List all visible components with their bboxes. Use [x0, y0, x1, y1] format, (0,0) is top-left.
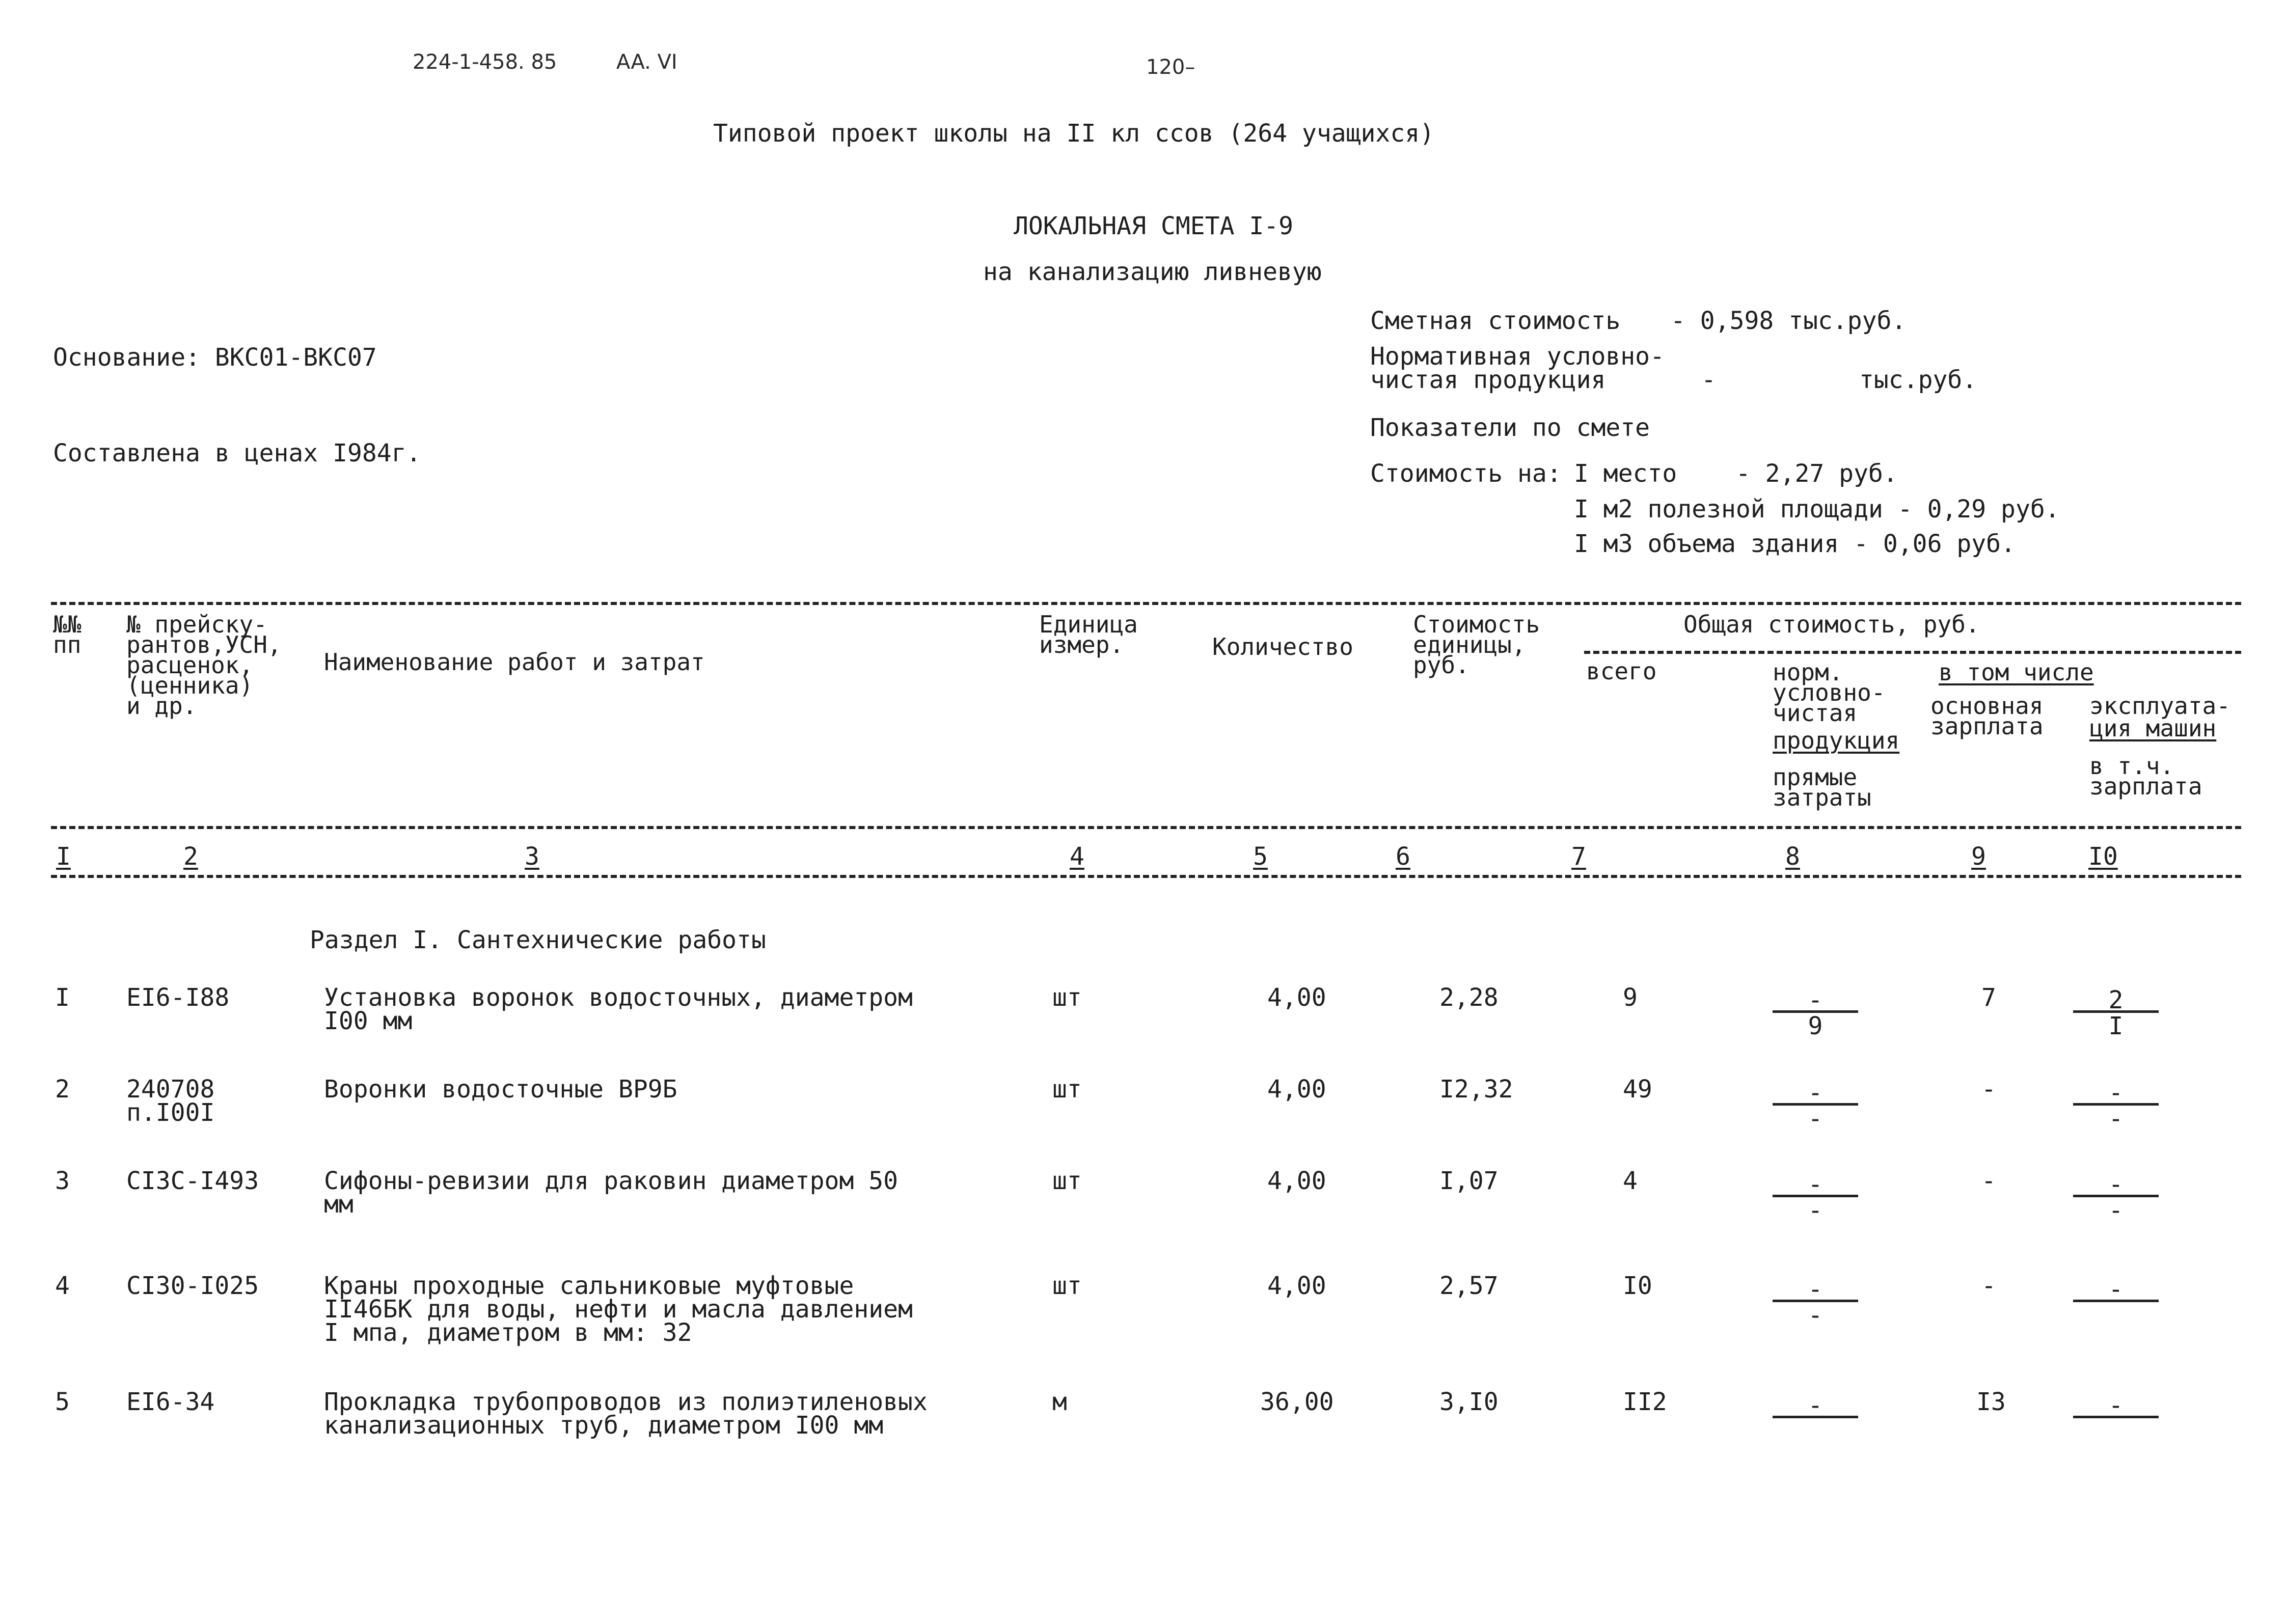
- table-row-number: I: [55, 983, 70, 1012]
- header-work-name: Наименование работ и затрат: [324, 648, 705, 676]
- table-row-norm-product: -: [1770, 1395, 1861, 1443]
- table-row-name: Воронки водосточные ВР9Б: [324, 1075, 677, 1104]
- section-title: Раздел I. Сантехнические работы: [310, 926, 766, 954]
- handwritten-project-code: 224-1-458. 85: [413, 50, 557, 74]
- cost-per-label: Стоимость на:: [1370, 459, 1562, 488]
- table-row-quantity: 4,00: [1267, 1167, 1326, 1195]
- table-row-norm-product: - -: [1770, 1174, 1861, 1222]
- table-row-quantity: 36,00: [1260, 1388, 1334, 1416]
- header-quantity: Количество: [1212, 633, 1353, 660]
- table-row-base-salary: -: [1981, 1075, 1996, 1104]
- table-row-code: СI3С-I493: [126, 1167, 259, 1195]
- column-number-2: 2: [183, 842, 198, 871]
- header-price-list: № прейску- рантов,УСН, расценок, (ценника) и др.: [126, 611, 282, 720]
- table-row-base-salary: 7: [1981, 983, 1996, 1012]
- table-row-machine-operation: -: [2070, 1279, 2162, 1327]
- norm-product-line2: чистая продукция: [1370, 366, 1606, 394]
- header-unit-cost: Стоимость единицы, руб.: [1413, 611, 1540, 679]
- table-row-number: 3: [55, 1167, 70, 1195]
- prices-line: Составлена в ценах I984г.: [53, 439, 421, 467]
- table-row-unit-cost: I,07: [1439, 1167, 1499, 1195]
- table-row-unit: м: [1052, 1388, 1067, 1416]
- estimated-cost-value: - 0,598 тыс.руб.: [1671, 307, 1907, 335]
- table-row-name: Установка воронок водосточных, диаметром I00 мм: [324, 983, 913, 1035]
- norm-product-dash: -: [1701, 366, 1716, 394]
- table-row-norm-product: - 9: [1770, 990, 1861, 1037]
- column-number-5: 5: [1253, 842, 1268, 871]
- table-row-machine-operation: 2 I: [2070, 990, 2162, 1037]
- handwritten-page-number: 120–: [1146, 56, 1195, 79]
- table-row-unit: шт: [1052, 1167, 1082, 1195]
- table-row-unit: шт: [1052, 1272, 1082, 1300]
- table-row-code: СI30-I025: [126, 1272, 259, 1300]
- header-norm-product-top: норм. условно- чистая: [1773, 658, 1886, 727]
- table-row-unit-cost: 2,28: [1439, 983, 1499, 1012]
- table-row-number: 4: [55, 1272, 70, 1300]
- table-row-unit: шт: [1052, 1075, 1082, 1104]
- header-unit: Единица измер.: [1039, 611, 1138, 658]
- norm-product-unit: тыс.руб.: [1859, 366, 1977, 394]
- table-row-name: Сифоны-ревизии для раковин диаметром 50 мм: [324, 1167, 899, 1219]
- column-number-8: 8: [1785, 842, 1800, 871]
- handwritten-album: AA. VI: [616, 50, 677, 74]
- cost-per-place: I место - 2,27 руб.: [1574, 459, 1898, 488]
- header-incl-salary: в т.ч. зарплата: [2089, 752, 2202, 800]
- table-row-base-salary: -: [1981, 1272, 1996, 1300]
- estimated-cost-label: Сметная стоимость: [1370, 307, 1621, 335]
- total-cost-rule: [1584, 651, 2241, 654]
- column-number-1: I: [56, 842, 71, 871]
- table-row-total: 49: [1623, 1075, 1652, 1104]
- table-row-code: ЕI6-I88: [126, 983, 230, 1012]
- header-machine-operation-top: эксплуата-: [2089, 692, 2230, 720]
- cost-per-m2: I м2 полезной площади - 0,29 руб.: [1574, 495, 2060, 524]
- column-number-10: I0: [2088, 842, 2118, 871]
- table-row-machine-operation: - -: [2070, 1083, 2162, 1130]
- table-row-machine-operation: -: [2070, 1395, 2162, 1443]
- column-number-7: 7: [1571, 842, 1586, 871]
- column-number-3: 3: [525, 842, 539, 871]
- table-row-name: Прокладка трубопроводов из полиэтиленовых канализационных труб, диаметром I00 мм: [324, 1388, 928, 1440]
- header-base-salary: основная зарплата: [1930, 692, 2044, 740]
- table-row-quantity: 4,00: [1267, 1272, 1326, 1300]
- estimate-title: ЛОКАЛЬНАЯ СМЕТА I-9: [1014, 212, 1294, 240]
- column-number-6: 6: [1396, 842, 1410, 871]
- header-norm-product-underlined: продукция: [1773, 727, 1900, 754]
- header-including: в том числе: [1939, 658, 2094, 686]
- table-row-unit: шт: [1052, 983, 1082, 1012]
- column-number-9: 9: [1971, 842, 1986, 871]
- header-total: всего: [1586, 657, 1657, 685]
- table-row-machine-operation: - -: [2070, 1174, 2162, 1222]
- table-row-total: 4: [1623, 1167, 1638, 1195]
- indicators-label: Показатели по смете: [1370, 414, 1650, 442]
- table-row-name: Краны проходные сальниковые муфтовые II46БК для воды, нефти и масла давлением I мпа, диаметром в мм: 32: [324, 1272, 913, 1347]
- table-row-number: 2: [55, 1075, 70, 1104]
- table-row-unit-cost: 2,57: [1439, 1272, 1499, 1300]
- estimate-subtitle: на канализацию ливневую: [983, 258, 1322, 286]
- header-total-cost: Общая стоимость, руб.: [1683, 611, 1980, 638]
- table-row-quantity: 4,00: [1267, 983, 1326, 1012]
- column-number-4: 4: [1070, 842, 1084, 871]
- column-numbers-rule: [51, 875, 2241, 878]
- table-row-quantity: 4,00: [1267, 1075, 1326, 1104]
- table-row-norm-product: - -: [1770, 1279, 1861, 1327]
- norm-product-line1: Нормативная условно-: [1370, 342, 1665, 371]
- cost-per-m3: I м3 объема здания - 0,06 руб.: [1574, 530, 2016, 558]
- header-bottom-rule: [51, 826, 2241, 829]
- table-row-code: 240708 п.I00I: [126, 1075, 215, 1127]
- basis-line: Основание: ВКС01-ВКС07: [53, 343, 377, 372]
- header-direct-costs: прямые затраты: [1773, 763, 1871, 811]
- table-row-total: I0: [1623, 1272, 1652, 1300]
- project-title: Типовой проект школы на II кл ссов (264 учащихся): [713, 119, 1435, 148]
- table-row-unit-cost: I2,32: [1439, 1075, 1513, 1104]
- table-row-base-salary: I3: [1976, 1388, 2006, 1416]
- table-row-base-salary: -: [1981, 1167, 1996, 1195]
- table-row-total: II2: [1623, 1388, 1667, 1416]
- table-row-unit-cost: 3,I0: [1439, 1388, 1499, 1416]
- table-row-norm-product: - -: [1770, 1083, 1861, 1130]
- table-row-code: ЕI6-34: [126, 1388, 215, 1416]
- header-machine-operation-underlined: ция машин: [2089, 714, 2217, 742]
- table-row-number: 5: [55, 1388, 70, 1416]
- table-row-total: 9: [1623, 983, 1638, 1012]
- table-top-rule: [51, 602, 2241, 605]
- header-row-number: №№ пп: [53, 611, 81, 658]
